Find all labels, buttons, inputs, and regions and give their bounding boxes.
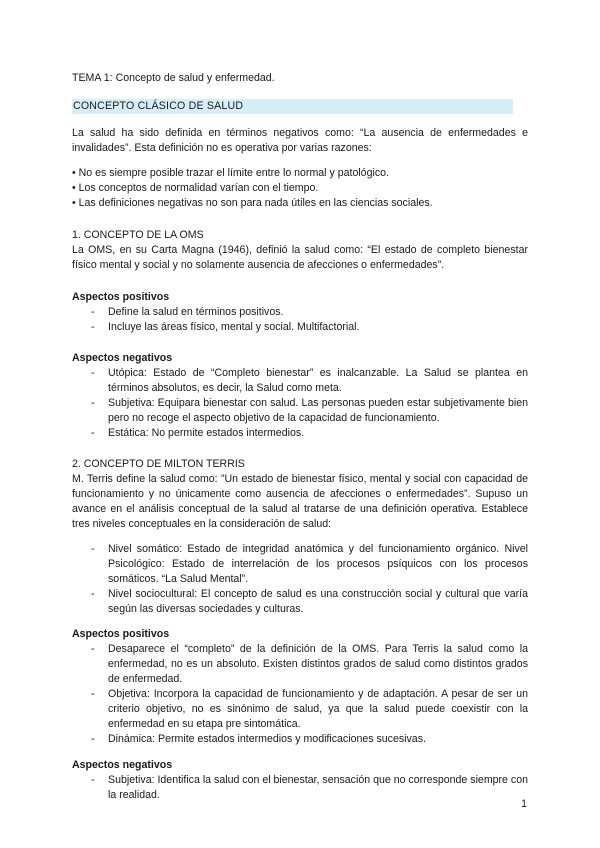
bullet-item: • Los conceptos de normalidad varían con el tiempo. bbox=[72, 182, 319, 194]
dash-marker: - bbox=[91, 367, 95, 379]
bullet-item: • Las definiciones negativas no son para nada útiles en las ciencias sociales. bbox=[72, 197, 433, 209]
list-item-text: Nivel sociocultural: El concepto de salud es una construcción social y cultural que varía según las diversas sociedades y culturas. bbox=[108, 588, 528, 615]
list-item-text: Nivel somático: Estado de integridad anatómica y del funcionamiento orgánico. Nivel Psicológico: Estado de interrelación de los procesos psíquicos con los procesos somáticos. “La Salud Mental”. bbox=[108, 543, 528, 585]
list-item bbox=[72, 732, 528, 747]
terris-levels-list bbox=[72, 542, 528, 617]
bullet-item: • No es siempre posible trazar el límite entre lo normal y patológico. bbox=[72, 167, 389, 179]
list-item bbox=[72, 366, 528, 396]
list-item bbox=[72, 542, 528, 587]
terris-paragraph: M. Terris define la salud como: ”Un estado de bienestar físico, mental y social con capacidad de funcionamiento y no únicamente como ausencia de afecciones o enfermedades”. Supuso un avance en el análisis conceptual de la salud al tratarse de una definición operativa. Establece tres niveles conceptuales en la consideración de salud: bbox=[72, 473, 528, 530]
list-item-text: Utópica: Estado de “Completo bienestar” es inalcanzable. La Salud se plantea en términos absolutos, es decir, la Salud como meta. bbox=[108, 367, 528, 394]
document-title: TEMA 1: Concepto de salud y enfermedad. bbox=[72, 72, 275, 84]
oms-paragraph: La OMS, en su Carta Magna (1946), definió la salud como: “El estado de completo bienestar físico mental y social y no solamente ausencia de afecciones o enfermedades”. bbox=[72, 244, 528, 271]
dash-marker: - bbox=[91, 774, 95, 786]
list-item-text: Subjetiva: Equipara bienestar con salud. Las personas pueden estar subjetivamente bien pero no recoge el aspecto objetivo de la capacidad de funcionamiento. bbox=[108, 397, 528, 424]
dash-marker: - bbox=[91, 427, 95, 439]
page-number: 1 bbox=[521, 798, 527, 810]
dash-marker: - bbox=[91, 588, 95, 600]
list-item bbox=[72, 687, 528, 732]
list-item bbox=[72, 587, 528, 617]
dash-marker: - bbox=[91, 688, 95, 700]
list-item-text: Objetiva: Incorpora la capacidad de funcionamiento y de adaptación. A pesar de ser un criterio objetivo, no es sinónimo de salud, ya que la salud puede coexistir con la enfermedad en su etapa pre sintomática. bbox=[108, 688, 528, 730]
section-heading-classic: CONCEPTO CLÁSICO DE SALUD bbox=[72, 99, 513, 114]
list-item bbox=[72, 320, 528, 335]
dash-marker: - bbox=[91, 733, 95, 745]
list-item-text: Define la salud en términos positivos. bbox=[108, 306, 284, 318]
terris-negative-list bbox=[72, 773, 528, 803]
oms-negative-heading: Aspectos negativos bbox=[72, 352, 173, 364]
list-item-text: Desaparece el “completo” de la definición de la OMS. Para Terris la salud como la enfermedad, no es un absoluto. Existen distintos grados de salud como distintos grados de enfermedad. bbox=[108, 643, 528, 685]
terris-negative-heading: Aspectos negativos bbox=[72, 759, 173, 771]
list-item bbox=[72, 305, 528, 320]
oms-positive-list bbox=[72, 305, 528, 335]
dash-marker: - bbox=[91, 543, 95, 555]
list-item bbox=[72, 773, 528, 803]
dash-marker: - bbox=[91, 321, 95, 333]
list-item bbox=[72, 426, 528, 441]
dash-marker: - bbox=[91, 643, 95, 655]
list-item-text: Incluye las áreas físico, mental y social. Multifactorial. bbox=[108, 321, 360, 333]
section-heading-terris: 2. CONCEPTO DE MILTON TERRIS bbox=[72, 458, 245, 470]
oms-positive-heading: Aspectos positivos bbox=[72, 291, 170, 303]
terris-positive-heading: Aspectos positivos bbox=[72, 628, 170, 640]
document-page bbox=[72, 71, 528, 803]
list-item-text: Dinámica: Permite estados intermedios y modificaciones sucesivas. bbox=[108, 733, 426, 745]
dash-marker: - bbox=[91, 306, 95, 318]
dash-marker: - bbox=[91, 397, 95, 409]
section-heading-oms: 1. CONCEPTO DE LA OMS bbox=[72, 229, 204, 241]
list-item bbox=[72, 642, 528, 687]
list-item-text: Estática: No permite estados intermedios. bbox=[108, 427, 305, 439]
oms-negative-list bbox=[72, 366, 528, 441]
list-item bbox=[72, 396, 528, 426]
terris-positive-list bbox=[72, 642, 528, 747]
classic-intro-paragraph: La salud ha sido definida en términos negativos como: “La ausencia de enfermedades e invalidades”. Esta definición no es operativa por varias razones: bbox=[72, 127, 528, 154]
list-item-text: Subjetiva: Identifica la salud con el bienestar, sensación que no corresponde siempre con la realidad. bbox=[108, 774, 528, 801]
classic-bullet-list bbox=[72, 166, 528, 211]
